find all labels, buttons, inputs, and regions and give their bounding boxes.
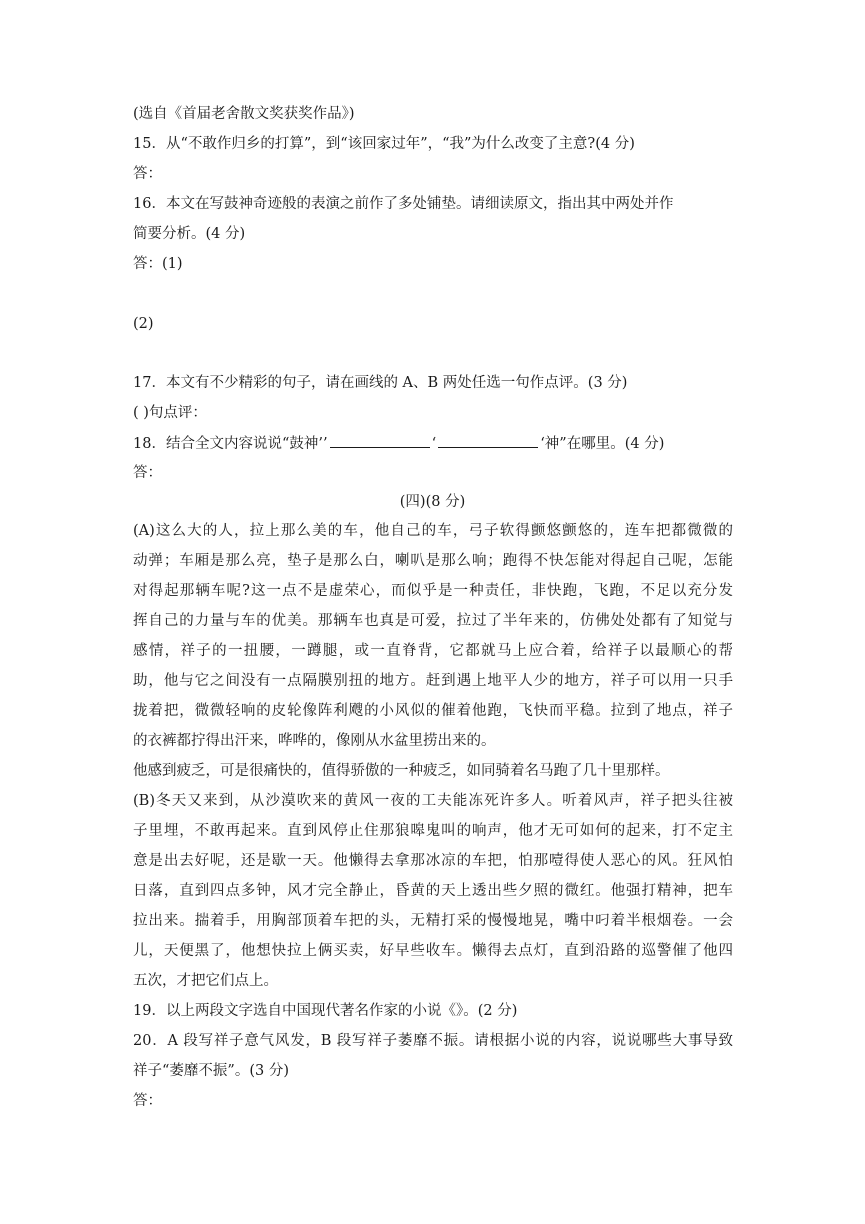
passage-a-line-4: 挥自己的力量与车的优美。那辆车也真是可爱，拉过了半年来的，仿佛处处都有了知觉与 bbox=[133, 613, 733, 629]
question-18-part-b: ‘ bbox=[431, 436, 437, 452]
answer-18-label: 答： bbox=[133, 465, 162, 481]
question-18-part-a: 18．结合全文内容说说“鼓神’’ bbox=[133, 436, 328, 452]
answer-blank-2 bbox=[438, 433, 538, 448]
answer-16-part-1: 答：(1) bbox=[133, 256, 183, 272]
passage-b-line-2: 子里埋，不敢再起来。直到风停止住那狼嗥鬼叫的响声，他才无可如何的起来，打不定主 bbox=[133, 823, 733, 839]
passage-b-line-7: 五次，才把它们点上。 bbox=[133, 973, 278, 989]
answer-15-label: 答： bbox=[133, 166, 162, 182]
question-20-line-1: 20．A 段写祥子意气风发，B 段写祥子萎靡不振。请根据小说的内容，说说哪些大事导致 bbox=[133, 1033, 733, 1049]
answer-17-label: ( )句点评： bbox=[133, 405, 207, 421]
section-heading: (四)(8 分) bbox=[399, 494, 466, 510]
question-18 bbox=[133, 433, 664, 454]
question-18-part-c: ‘神”在哪里。(4 分) bbox=[540, 436, 665, 452]
passage-a-line-8: 的衣裤都拧得出汗来，哗哗的，像刚从水盆里捞出来的。 bbox=[133, 733, 496, 749]
question-19: 19．以上两段文字选自中国现代著名作家的小说《》。(2 分) bbox=[133, 1003, 518, 1019]
passage-a-line-2: 动弹；车厢是那么亮，垫子是那么白，喇叭是那么响；跑得不快怎能对得起自己呢，怎能 bbox=[133, 553, 733, 569]
answer-blank-1 bbox=[330, 433, 430, 448]
passage-b-line-3: 意是出去好呢，还是歇一天。他懒得去拿那冰凉的车把，怕那噎得使人恶心的风。狂风怕 bbox=[133, 853, 733, 869]
question-17: 17．本文有不少精彩的句子，请在画线的 A、B 两处任选一句作点评。(3 分) bbox=[133, 375, 628, 391]
question-15: 15．从“不敢作归乡的打算”，到“该回家过年”，“我”为什么改变了主意?(4 分) bbox=[133, 136, 635, 152]
passage-b-line-4: 日落，直到四点多钟，风才完全静止，昏黄的天上透出些夕照的微红。他强打精神，把车 bbox=[133, 883, 733, 899]
passage-a-line-3: 对得起那辆车呢?这一点不是虚荣心，而似乎是一种责任，非快跑，飞跑，不足以充分发 bbox=[133, 583, 733, 599]
passage-b-line-6: 儿，天便黑了，他想快拉上俩买卖，好早些收车。懒得去点灯，直到沿路的巡警催了他四 bbox=[133, 943, 733, 959]
answer-16-part-2: (2) bbox=[133, 316, 154, 332]
passage-a-line-9: 他感到疲乏，可是很痛快的，值得骄傲的一种疲乏，如同骑着名马跑了几十里那样。 bbox=[133, 763, 670, 779]
question-16-line-1: 16．本文在写鼓神奇迹般的表演之前作了多处铺垫。请细读原文，指出其中两处并作 bbox=[133, 196, 674, 212]
passage-a-line-1: (A)这么大的人，拉上那么美的车，他自己的车，弓子软得颤悠颤悠的，连车把都微微的 bbox=[133, 523, 733, 539]
passage-a-line-6: 助，他与它之间没有一点隔膜别扭的地方。赶到遇上地平人少的地方，祥子可以用一只手 bbox=[133, 673, 733, 689]
passage-b-line-1: (B)冬天又来到，从沙漠吹来的黄风一夜的工夫能冻死许多人。听着风声，祥子把头往被 bbox=[133, 793, 733, 809]
passage-a-line-5: 感情，祥子的一扭腰，一蹲腿，或一直脊背，它都就马上应合着，给祥子以最顺心的帮 bbox=[133, 643, 733, 659]
answer-20-label: 答： bbox=[133, 1093, 162, 1109]
passage-a-line-7: 拢着把，微微轻响的皮轮像阵利飕的小风似的催着他跑，飞快而平稳。拉到了地点，祥子 bbox=[133, 703, 733, 719]
passage-b-line-5: 拉出来。揣着手，用胸部顶着车把的头，无精打采的慢慢地晃，嘴中叼着半根烟卷。一会 bbox=[133, 913, 733, 929]
question-16-line-2: 简要分析。(4 分) bbox=[133, 226, 246, 242]
source-note: (选自《首届老舍散文奖获奖作品》) bbox=[133, 106, 355, 122]
question-20-line-2: 祥子“萎靡不振”。(3 分) bbox=[133, 1063, 289, 1079]
